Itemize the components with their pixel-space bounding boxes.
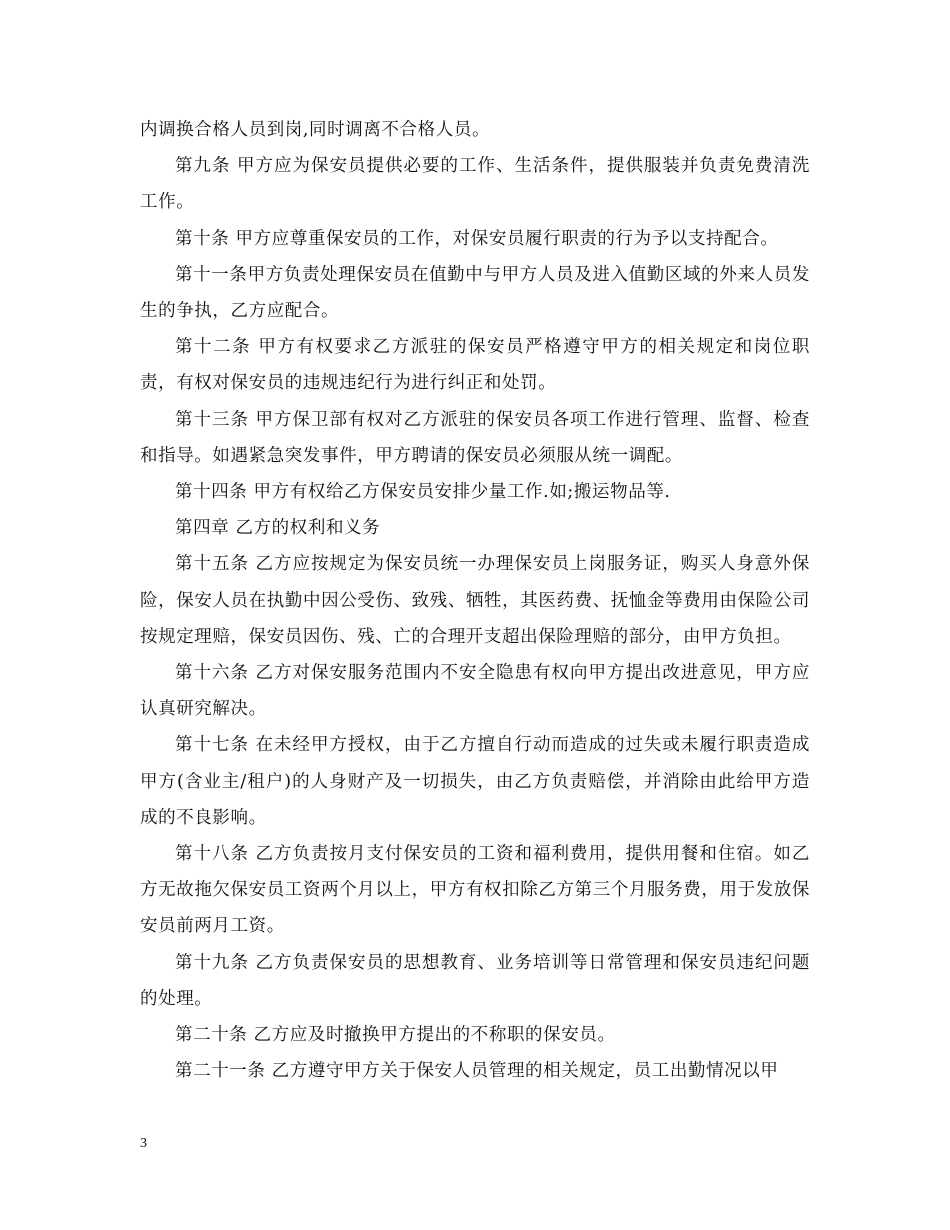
paragraph-article-17: 第十七条 在未经甲方授权，由于乙方擅自行动而造成的过失或未履行职责造成甲方(含业主/租户)的人身财产及一切损失，由乙方负责赔偿，并消除由此给甲方造成的不良影响。: [140, 735, 810, 828]
paragraph-article-12: 第十二条 甲方有权要求乙方派驻的保安员严格遵守甲方的相关规定和岗位职责，有权对保安员的违规违纪行为进行纠正和处罚。: [140, 337, 810, 394]
paragraph-article-20: 第二十条 乙方应及时撤换甲方提出的不称职的保安员。: [175, 1025, 616, 1046]
paragraph-article-21: 第二十一条 乙方遵守甲方关于保安人员管理的相关规定，员工出勤情况以甲: [175, 1061, 779, 1082]
paragraph-article-9: 第九条 甲方应为保安员提供必要的工作、生活条件，提供服装并负责免费清洗工作。: [140, 156, 810, 213]
paragraph-article-14: 第十四条 甲方有权给乙方保安员安排少量工作.如;搬运物品等.: [175, 482, 671, 503]
paragraph-article-13: 第十三条 甲方保卫部有权对乙方派驻的保安员各项工作进行管理、监督、检查和指导。如遇紧急突发事件，甲方聘请的保安员必须服从统一调配。: [140, 409, 810, 466]
paragraph-continuation: 内调换合格人员到岗,同时调离不合格人员。: [140, 120, 491, 140]
paragraph-article-16: 第十六条 乙方对保安服务范围内不安全隐患有权向甲方提出改进意见，甲方应认真研究解决。: [140, 663, 810, 720]
page-number: 3: [140, 1136, 147, 1151]
chapter-heading-4: 第四章 乙方的权利和义务: [175, 518, 381, 539]
paragraph-article-18: 第十八条 乙方负责按月支付保安员的工资和福利费用，提供用餐和住宿。如乙方无故拖欠保安员工资两个月以上，甲方有权扣除乙方第三个月服务费，用于发放保安员前两月工资。: [140, 844, 810, 937]
paragraph-article-10: 第十条 甲方应尊重保安员的工作，对保安员履行职责的行为予以支持配合。: [175, 228, 779, 249]
paragraph-article-19: 第十九条 乙方负责保安员的思想教育、业务培训等日常管理和保安员违纪问题的处理。: [140, 952, 810, 1009]
paragraph-article-15: 第十五条 乙方应按规定为保安员统一办理保安员上岗服务证，购买人身意外保险，保安人员在执勤中因公受伤、致残、牺牲，其医药费、抚恤金等费用由保险公司按规定理赔，保安员因伤、残、亡的合理开支超出保险理赔的部分，由甲方负担。: [140, 554, 810, 647]
paragraph-article-11: 第十一条甲方负责处理保安员在值勤中与甲方人员及进入值勤区域的外来人员发生的争执，乙方应配合。: [140, 264, 810, 322]
document-body: [140, 112, 810, 1089]
